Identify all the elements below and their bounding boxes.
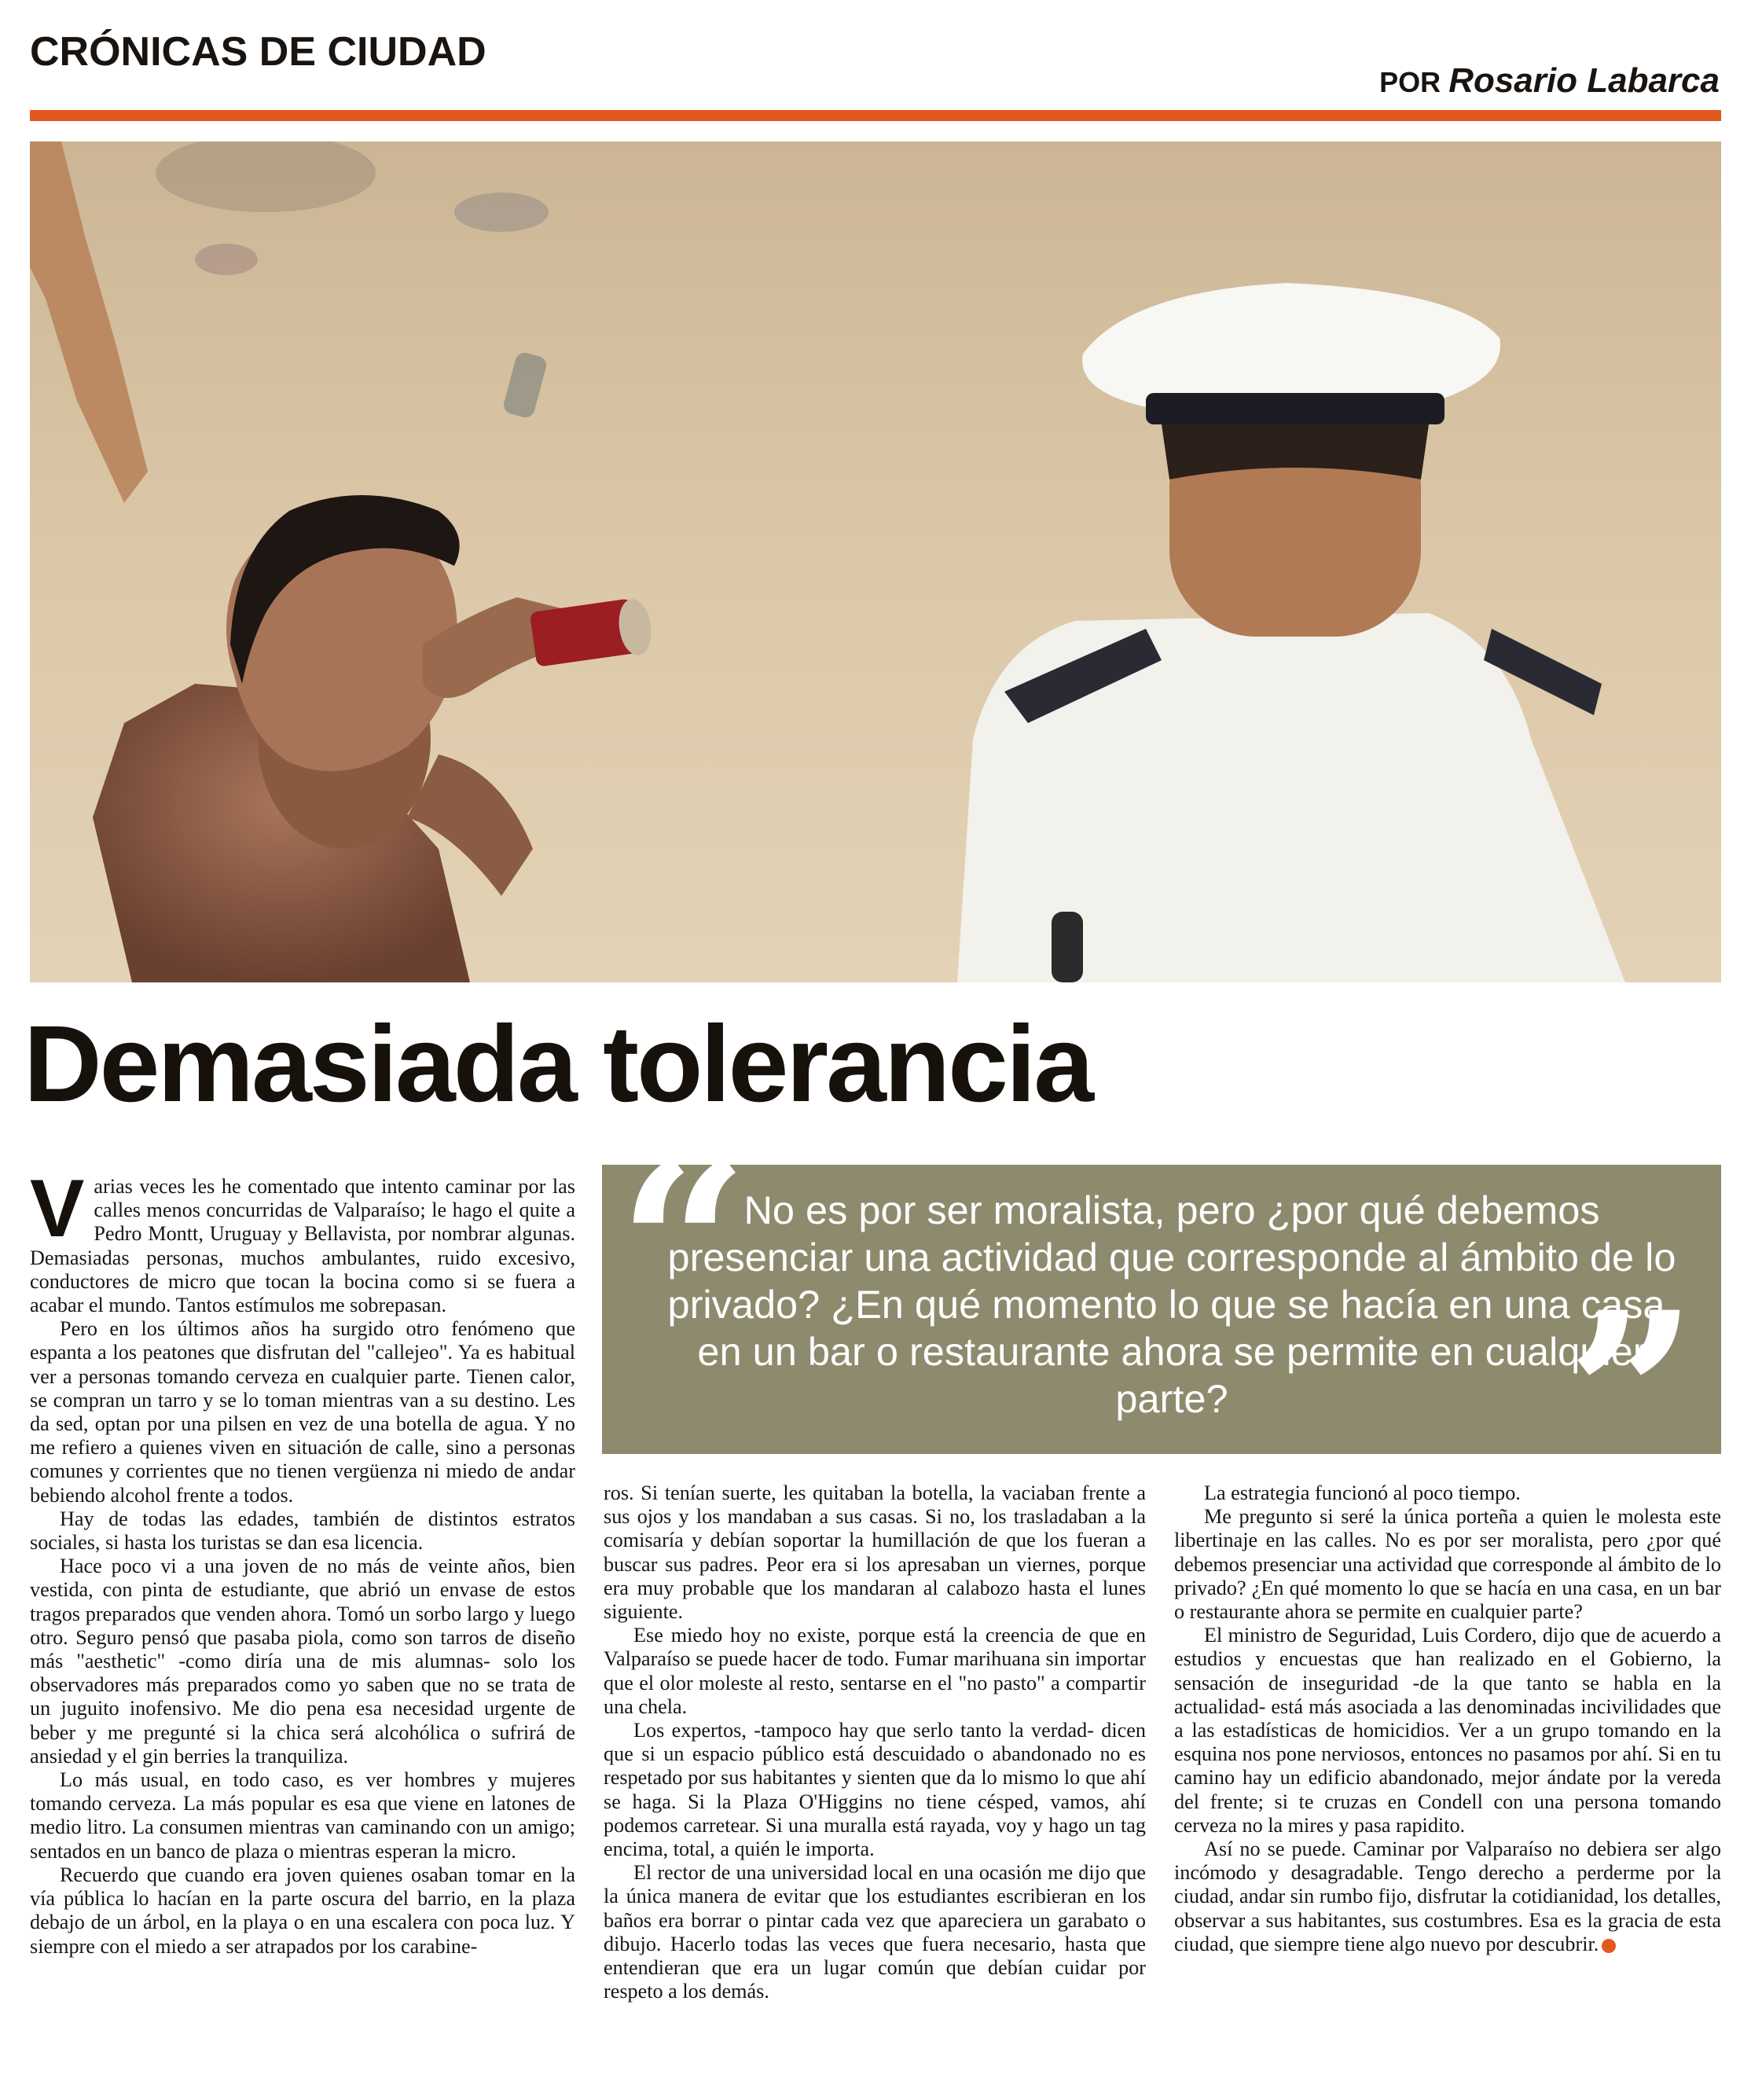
drop-cap: V <box>30 1163 85 1254</box>
byline <box>1379 61 1720 101</box>
paragraph: Pero en los últimos años ha surgido otro fenómeno que espanta a los peatones que disfrutan del "callejeo". Ya es habitual ver a personas tomando cerveza en cualquier parte. Tienen calor, se compran un tarro y se lo toman mientras van a su destino. Les da sed, optan por una pilsen en vez de una botella de agua. Y no me refiero a quienes viven en situación de calle, sino a personas comunes y corrientes que no tienen vergüenza ni miedo de andar bebiendo alcohol frente a todos. <box>30 1317 575 1507</box>
article-headline: Demasiada tolerancia <box>24 1004 1092 1125</box>
paragraph: Lo más usual, en todo caso, es ver hombres y mujeres tomando cerveza. La más popular es esa que viene en latones de medio litro. La consumen mientras van caminando con un amigo; sentados en un banco de plaza o mientras esperan la micro. <box>30 1768 575 1863</box>
paragraph: Me pregunto si seré la única porteña a quien le molesta este libertinaje en las calles. No es por ser moralista, pero ¿por qué debemos presenciar una actividad que corresponde al ámbito de lo privado? ¿En qué momento lo que se hacía en una casa, en un bar o restaurante ahora se permite en cualquier parte? <box>1174 1505 1721 1624</box>
end-mark-icon <box>1602 1939 1616 1953</box>
pull-quote-text: No es por ser moralista, pero ¿por qué debemos presenciar una actividad que corresponde al ámbito de lo privado? ¿En qué momento lo que se hacía en una casa, en un bar o restaurante ahora se permite en cualquier parte? <box>667 1188 1676 1421</box>
article-column-2 <box>604 1481 1146 2003</box>
paragraph: Así no se puede. Caminar por Valparaíso no debiera ser algo incómodo y desagradable. Tengo derecho a perderme por la ciudad, andar sin rumbo fijo, disfrutar la cotidianidad, los detalles, observar a sus habitantes, sus costumbres. Esa es la gracia de esta ciudad, que siempre tiene algo nuevo por descubrir. <box>1174 1837 1721 1955</box>
paragraph: La estrategia funcionó al poco tiempo. <box>1204 1481 1521 1504</box>
section-title: CRÓNICAS DE CIUDAD <box>30 29 486 75</box>
paragraph: Recuerdo que cuando era joven quienes osaban tomar en la vía pública lo hacían en la parte oscura del barrio, en la plaza debajo de un árbol, en la playa o en una escalera con poca luz. Y siempre con el miedo a ser atrapados por los carabine- <box>30 1863 575 1958</box>
byline-author: Rosario Labarca <box>1448 61 1720 100</box>
close-quote-icon: ” <box>1566 1263 1698 1530</box>
paragraph: Varias veces les he comentado que intento caminar por las calles menos concurridas de Valparaíso; le hago el quite a Pedro Montt, Uruguay y Bellavista, por nombrar algunas. Demasiadas personas, muchos ambulantes, ruido excesivo, conductores de micro que tocan la bocina como si se fuera a acabar el mundo. Tantos estímulos me sobrepasan. <box>30 1163 575 1317</box>
byline-prefix: POR <box>1379 66 1441 98</box>
paragraph: Hace poco vi a una joven de no más de veinte años, bien vestida, con pinta de estudiante, que abrió un envase de estos tragos preparados que venden ahora. Tomó un sorbo largo y luego otro. Seguro pensó que pasaba piola, como son tarros de diseño más "aesthetic" -como diría una de mis alumnas- solo los observadores más preparados como yo saben que no se trata de un juguito inofensivo. Me dio pena esa necesidad urgente de beber y me pregunté si la chica será alcohólica o sufrirá de ansiedad y el gin berries la tranquiliza. <box>30 1555 575 1768</box>
paragraph: El rector de una universidad local en una ocasión me dijo que la única manera de evitar que los estudiantes escribieran en los baños era borrar o pintar cada vez que apareciera un garabato o dibujo. Hacerlo todas las veces que fuera necesario, hasta que entendieran que era un lugar común que debían cuidar por respeto a los demás. <box>604 1861 1146 2003</box>
paragraph: ros. Si tenían suerte, les quitaban la botella, la vaciaban frente a sus ojos y los mandaban a sus casas. Si no, los trasladaban a la comisaría y debían soportar la humillación de que los fueran a buscar sus padres. Peor era si los apresaban un viernes, porque era muy probable que los mandaran al calabozo hasta el lunes siguiente. <box>604 1481 1146 1624</box>
paragraph: El ministro de Seguridad, Luis Cordero, dijo que de acuerdo a estudios y encuestas que han realizado en el Gobierno, la sensación de inseguridad -de la que tanto se habla en la actualidad- está más asociada a las denominadas incivilidades que a las estadísticas de homicidios. Ver a un grupo tomando en la esquina nos pone nerviosos, entonces no pasamos por ahí. Si en tu camino hay un edificio abandonado, mejor ándate por la vereda del frente; si te cruzas en Condell con una persona tomando cerveza no la mires y pasa rapidito. <box>1174 1624 1721 1837</box>
article-column-1 <box>30 1163 575 1959</box>
paragraph: Hay de todas las edades, también de distintos estratos sociales, si hasta los turistas se dan esa licencia. <box>30 1507 575 1555</box>
paragraph: Los expertos, -tampoco hay que serlo tanto la verdad- dicen que si un espacio público está descuidado o abandonado no es respetado por sus habitantes y sienten que da lo mismo lo que ahí se haga. Si la Plaza O'Higgins no tiene césped, vamos, ahí podemos carretear. Si una muralla está rayada, voy y hago un tag encima, total, a quién le importa. <box>604 1719 1146 1861</box>
paragraph: Ese miedo hoy no existe, porque está la creencia de que en Valparaíso se puede hacer de todo. Fumar marihuana sin importar que el olor moleste al resto, sentarse en el "no pasto" a compartir una chela. <box>604 1624 1146 1718</box>
header-rule <box>30 110 1721 121</box>
article-photo <box>30 141 1721 982</box>
open-quote-icon: “ <box>618 1114 749 1381</box>
article-column-3 <box>1174 1481 1721 1956</box>
